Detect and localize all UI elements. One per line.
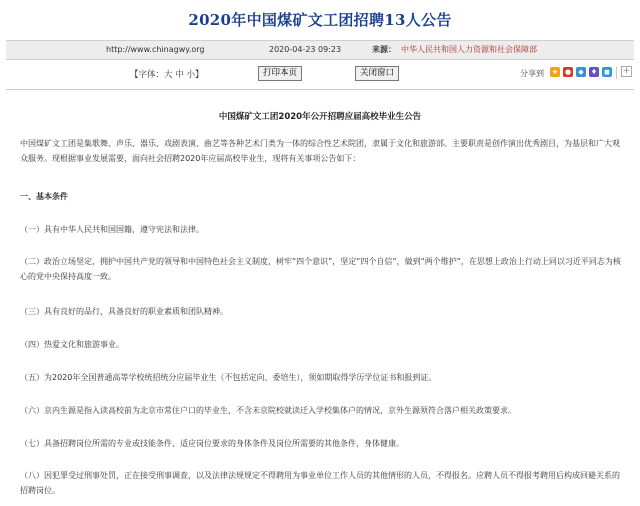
tqq-icon[interactable]: ◼	[602, 67, 612, 77]
weibo-icon[interactable]: ●	[564, 68, 572, 76]
renren-icon[interactable]: ◆	[576, 67, 586, 77]
article-toolbar	[0, 64, 640, 84]
close-window-button[interactable]: 关闭窗口	[355, 66, 399, 81]
print-button[interactable]: 打印本页	[258, 66, 302, 81]
condition-item: （二）政治立场坚定，拥护中国共产党的领导和中国特色社会主义制度，树牢“四个意识”，坚定“四个自信”，做到“两个维护”，在思想上政治上行动上同以习近平同志为核心的党中央保持高度一致。	[20, 257, 621, 281]
font-size-medium[interactable]: 中	[175, 70, 184, 80]
share-label: 分享到	[520, 69, 544, 78]
condition-item: （五）为2020年全国普通高等学校统招统分应届毕业生（不包括定向、委培生），须如期取得学历学位证书和报到证。	[20, 373, 437, 382]
condition-item: （四）热爱文化和旅游事业。	[20, 340, 124, 349]
font-size-small[interactable]: 小	[186, 70, 195, 80]
font-size-large[interactable]: 大	[164, 70, 173, 80]
condition-item: （三）具有良好的品行，具备良好的职业素质和团队精神。	[20, 307, 228, 316]
plus-icon[interactable]: +	[622, 66, 631, 76]
header-divider	[6, 89, 634, 90]
publish-datetime: 2020-04-23 09:23	[269, 45, 342, 54]
article-intro: 中国煤矿文工团是集歌舞、声乐、器乐、戏剧表演、曲艺等各种艺术门类为一体的综合性艺术院团，隶属于文化和旅游部。主要职责是创作演出优秀剧目，为基层和广大观众服务。现根据事业发展需要，面向社会招聘2020年应届高校毕业生，现将有关事项公告如下：	[20, 139, 620, 163]
condition-item: （七）具备招聘岗位所需的专业或技能条件、适应岗位要求的身体条件及岗位所需要的其他条件，身体健康。	[20, 439, 404, 448]
article-meta-bar	[6, 40, 634, 60]
source-name: 中华人民共和国人力资源和社会保障部	[401, 45, 537, 54]
section-heading: 一、基本条件	[20, 192, 68, 201]
source-url[interactable]: http://www.chinagwy.org	[106, 45, 205, 54]
qzone-icon[interactable]: ★	[551, 68, 559, 76]
font-size-control	[130, 68, 203, 80]
condition-item: （八）因犯罪受过刑事处罚，正在接受刑事调查，以及法律法规规定不得聘用为事业单位工作人员的其他情形的人员，不得报名。应聘人员不得报考聘用后构成回避关系的招聘岗位。	[20, 471, 620, 495]
condition-item: （一）具有中华人民共和国国籍，遵守宪法和法律。	[20, 225, 204, 234]
condition-item: （六）京内生源是指入读高校前为北京市常住户口的毕业生，不含未京院校就读迁入学校集体户的情况，京外生源须符合落户相关政策要求。	[20, 406, 516, 415]
font-size-prefix: 【字体：	[130, 70, 165, 80]
kaixin-icon[interactable]: ♦	[590, 68, 598, 76]
font-size-suffix: 】	[194, 70, 204, 80]
page-title: 2020年中国煤矿文工团招聘13人公告	[188, 11, 452, 29]
share-divider	[616, 67, 617, 79]
source-label: 来源：	[372, 45, 396, 54]
article-title: 中国煤矿文工团2020年公开招聘应届高校毕业生公告	[218, 112, 422, 122]
